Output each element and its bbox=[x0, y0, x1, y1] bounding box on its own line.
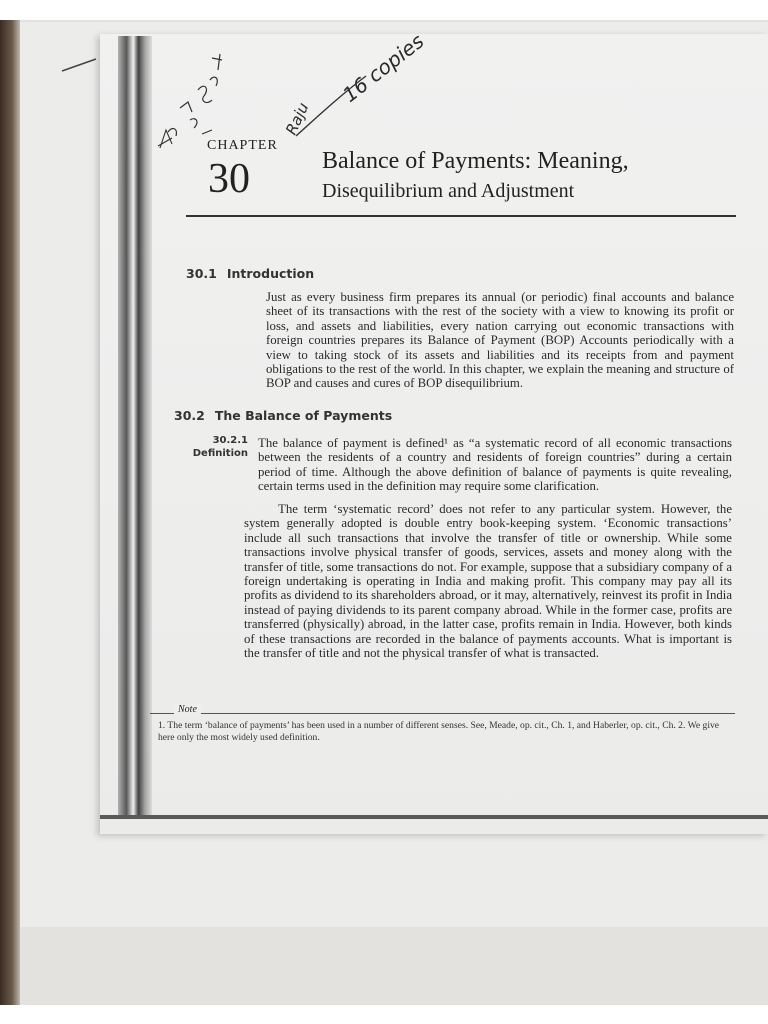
handwritten-initials: Raju bbox=[282, 99, 313, 138]
section-number: 30.1 bbox=[186, 266, 217, 281]
title-rule bbox=[186, 215, 736, 217]
section-number: 30.2 bbox=[174, 408, 205, 423]
note-rule bbox=[150, 713, 735, 714]
chapter-number: 30 bbox=[208, 156, 250, 202]
chapter-title-line1: Balance of Payments: Meaning, bbox=[322, 148, 629, 174]
chapter-label: CHAPTER bbox=[207, 138, 278, 153]
handwritten-copies-note: 16 copies bbox=[338, 28, 429, 107]
subsection-number: 30.2.1 bbox=[212, 435, 248, 446]
footnote: 1. The term ‘balance of payments’ has been used in a number of different senses. See, Meade, op. cit., Ch. 1, and Haberler, op. cit., Ch. 2. We give here only the most widely used definition. bbox=[158, 720, 720, 743]
handwritten-strike bbox=[292, 72, 372, 142]
note-label: Note bbox=[174, 704, 201, 715]
intro-paragraph: Just as every business firm prepares its annual (or periodic) final accounts and balance sheet of its transactions with the rest of the society with a view to knowing its profit or loss, and assets and liabilities, every nation carrying out economic transactions with foreign countries prepares its Balance of Payment (BOP) Accounts periodically with a view to taking stock of its assets and liabilities and its receipts from and payment obligations to the rest of the world. In this chapter, we explain the meaning and structure of BOP and causes and cures of BOP disequilibrium. bbox=[266, 290, 734, 391]
subsection-title: Definition bbox=[192, 448, 248, 459]
section-title: Introduction bbox=[226, 266, 315, 281]
section-heading-balance-of-payments bbox=[174, 408, 392, 423]
handwritten-scribble bbox=[150, 50, 240, 160]
subsection-label bbox=[184, 434, 248, 460]
chapter-title-line2: Disequilibrium and Adjustment bbox=[322, 180, 575, 202]
section-heading-introduction bbox=[186, 266, 314, 281]
definition-paragraph-1: The balance of payment is defined¹ as “a systematic record of all economic transactions between the residents of a country and residents of foreign countries” during a certain period of time. Although the above definition of balance of payments is quite revealing, certain terms used in the definition may require some clarification. bbox=[258, 436, 732, 494]
definition-paragraph-2: The term ‘systematic record’ does not refer to any particular system. However, the system generally adopted is double entry book-keeping system. ‘Economic transactions’ include all such transactions that involve the transfer of title or ownership. While some transactions involve physical transfer of goods, services, assets and money along with the transfer of title, some transactions do not. For example, suppose that a subsidiary company of a foreign undertaking is operating in India and making profit. This company may pay all its profits as dividend to its shareholders abroad, or it may, alternatively, reinvest its profit in India instead of paying dividends to its parent company abroad. While in the former case, profits are transferred (physically) abroad, in the latter case, profits remain in India. However, both kinds of these transactions are recorded in the balance of payments accounts. What is important is the transfer of title and not the physical transfer of what is transacted. bbox=[244, 502, 732, 661]
section-title: The Balance of Payments bbox=[214, 408, 393, 423]
